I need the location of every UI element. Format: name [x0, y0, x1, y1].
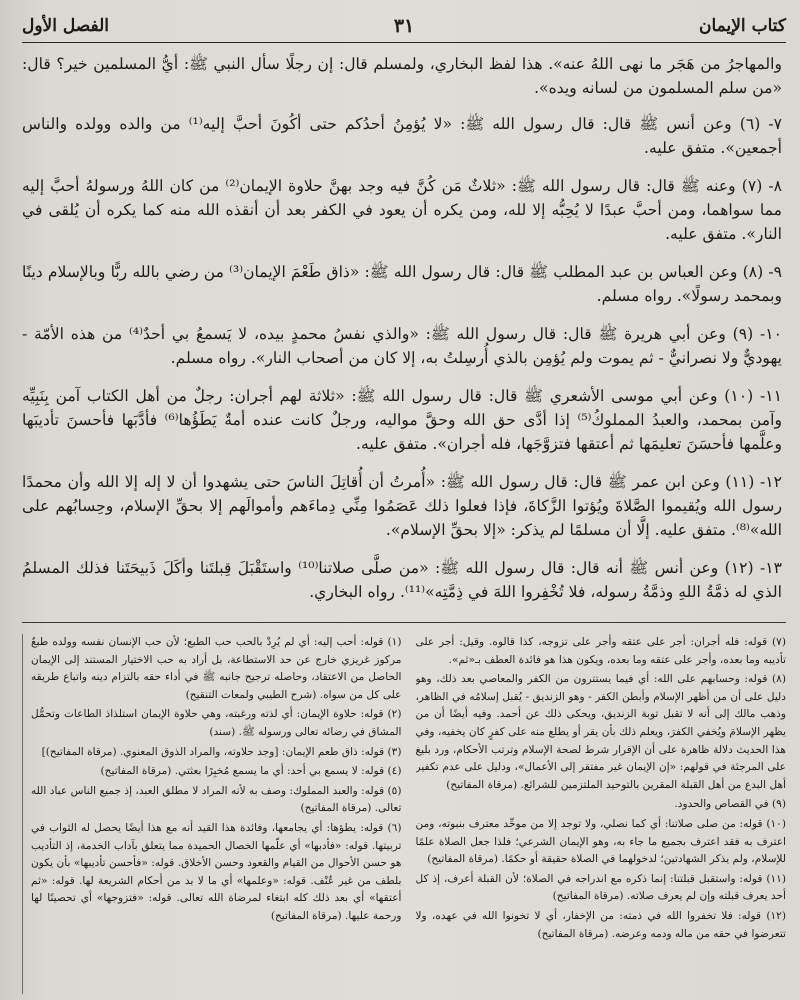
page-number: ٣١: [393, 15, 415, 37]
hadith-8: ٨- (٧) وعنه ﷺ قال: قال رسول الله ﷺ: «ثلاثٌ مَن كُنَّ فيه وجد بهنَّ حلاوة الإيمان⁽²⁾ من كان اللهُ ورسولهُ أحبَّ إليه مما سواهما، ومن أحبَّ عبدًا لا يُحِبُّه إلا لله، ومن يكره أن يعود في الكفر بعد أن أنقذه الله منه كما يكره أن يُلقى في النار». متفق عليه.: [22, 177, 782, 243]
footnotes-right-column: [22, 634, 402, 994]
hadith-continuation: والمهاجرُ من هَجَر ما نهى اللهُ عنه». هذا لفظ البخاري، ولمسلم قال: إن رجلًا سأل النبي ﷺ: أيُّ المسلمين خير؟ قال: «من سلم المسلمون من لسانه ويده».: [22, 55, 782, 97]
book-title: كتاب الإيمان: [699, 16, 786, 36]
footnotes: [22, 634, 786, 994]
main-text: [22, 52, 782, 618]
footnote-3: (٣) قوله: ذاق طعم الإيمان: [وجد حلاوته، والمراد الذوق المعنوي. (مرقاة المفاتيح)]: [41, 745, 402, 758]
footnote-2: (٢) قوله: حلاوة الإيمان: أي لذته ورغبته، وهي حلاوة الإيمان استلذاذ الطاعات وتحمُّل المشاق في رضائه تعالى ورسوله ﷺ. (سند): [31, 708, 402, 738]
footnote-7: (٧) قوله: فله أجران: أجر على عتقه وأجر على تزوجه، كذا قالوه. وقيل: أجر على تأديبه وما بعده، وأجر على عتقه وما بعده، ويكون هذا هو فائدة العطف بـ«ثم».: [415, 636, 786, 666]
chapter-title: الفصل الأول: [22, 16, 110, 36]
hadith-13: ١٣- (١٢) وعن أنس ﷺ أنه قال: قال رسول الله ﷺ: «من صلَّى صلاتنا⁽¹⁰⁾ واستَقْبَلَ قِبلتَنا وأكَلَ ذَبيحَتَنا فذلك المسلمُ الذي له ذمَّةُ اللهِ وذمَّةُ رسوله، فلا تُخْفِروا اللهَ في ذِمَّتِه»⁽¹¹⁾. رواه البخاري.: [22, 559, 782, 601]
footnote-8: (٨) قوله: وحسابهم على الله: أي فيما يستترون من الكفر والمعاصي بعد ذلك، وهو دليل على أن من أظهر الإسلام وأبطن الكفر - وهو الزنديق - يُقبل إسلامُه في الظاهر، وذهب مالك إلى أنه لا تقبل توبة الزنديق، ويحكى ذلك عن أحمد. وفيه أيضًا أن من يظهر الإسلامَ ويُخفي الكفرَ، ويعلم ذلك بأن يقر أو يطلع منه على كفرٍ كان يخفيه، وفي هذا الحديث دلالة ظاهرة على أن الإقرار شرط لصحة الإسلام وترتب الأحكام، ورد بليغ على المرجئة في قولهم: «إن الإيمان غير مفتقر إلى الأعمال»، ودليل على عدم تكفير أهل البدع من أهل القبلة المقرين بالتوحيد الملتزمين للشرائع. (مرقاة المفاتيح): [415, 673, 786, 791]
footnote-separator: [22, 622, 786, 623]
footnote-12: (١٢) قوله: فلا تخفروا الله في ذمته: من الإخفار، أي لا تخونوا الله في عهده، ولا تتعرضوا في حقه من ماله ودمه وعرضه. (مرقاة المفاتيح): [415, 909, 786, 940]
hadith-7: ٧- (٦) وعن أنس ﷺ قال: قال رسول الله ﷺ: «لا يُؤمِنُ أحدُكم حتى أكُونَ أحبَّ إليه⁽¹⁾ من والده وولده والناس أجمعين». متفق عليه.: [22, 115, 783, 157]
header-rule: [22, 42, 786, 43]
page-header: [22, 14, 786, 38]
hadith-12: ١٢- (١١) وعن ابن عمر ﷺ قال: قال رسول الله ﷺ: «أُمرتُ أن أُقاتِلَ الناسَ حتى يشهدوا أن لا إله إلا الله وأن محمدًا رسول الله ويُقيموا الصَّلاةَ ويُؤتوا الزَّكاةَ، فإذا فعلوا ذلك عَصَمُوا مِنِّي دِماءَهم وأموالَهم إلا بحقِّ الإسلام، وحِسابُهم على الله»⁽⁸⁾. متفق عليه. إلَّا أن مسلمًا لم يذكر: «إلا بحقِّ الإسلام».: [22, 473, 782, 539]
hadith-11: ١١- (١٠) وعن أبي موسى الأشعري ﷺ قال: قال رسول الله ﷺ: «ثلاثة لهم أجران: رجلٌ من أهل الكتاب آمن بِنَبِيِّه وآمن بمحمد، والعبدُ المملوكُ⁽⁵⁾ إذا أدَّى حق الله وحقَّ مواليه، ورجلٌ كانت عنده أمةٌ يَطَؤُها⁽⁶⁾ فأدَّبَها فأحسنَ تأديبَها وعلَّمها فأحسَنَ تعليمَها ثم أعتقها فتزوَّجَها، فله أجران». متفق عليه.: [22, 387, 782, 453]
hadith-10: ١٠- (٩) وعن أبي هريرة ﷺ قال: قال رسول الله ﷺ: «والذي نفسُ محمدٍ بيده، لا يَسمعُ بي أحدٌ⁽⁴⁾ من هذه الأمّة - يهوديٌّ ولا نصرانيٌّ - ثم يموت ولم يُؤمِن بالذي أُرسِلتُ به، إلا كان من أصحاب النار». رواه مسلم.: [22, 325, 782, 367]
footnote-9: (٩) في القصاص والحدود.: [674, 798, 786, 811]
footnote-1: (١) قوله: أحب إليه: أي لم يُرِدْ بالحب حب الطبع؛ لأن حب الإنسان نفسه وولده طبعٌ مركوز غريزي خارج عن حد الاستطاعة، بل أراد به حب الاختيار المستند إلى الإيمان الحاصل من الاعتقاد، وحاصله ترجيح جانبه ﷺ في أداء حقه بالتزام دينه واتباع طريقه على كل من سواه. (شرح الطيبي ولمعات التنقيح): [31, 636, 402, 701]
hadith-9: ٩- (٨) وعن العباس بن عبد المطلب ﷺ قال: قال رسول الله ﷺ: «ذاق طَعْمَ الإيمان⁽³⁾ من رضي بالله ربًّا وبالإسلام دينًا وبمحمد رسولًا». رواه مسلم.: [22, 263, 782, 305]
footnote-5: (٥) قوله: والعبد المملوك: وصف به لأنه المراد لا مطلق العبد، إذ جميع الناس عباد الله تعالى. (مرقاة المفاتيح): [31, 784, 402, 815]
footnote-4: (٤) قوله: لا يسمع بي أحد: أي ما يسمع مُخبِرًا بعثتي. (مرقاة المفاتيح): [100, 765, 402, 778]
footnote-11: (١١) قوله: واستقبل قبلتنا: إنما ذكره مع اندراجه في الصلاة؛ لأن القبلة أعرف، إذ كل أحد يعرف قبلته وإن لم يعرف صلاته. (مرقاة المفاتيح): [415, 872, 786, 903]
footnote-10: (١٠) قوله: من صلى صلاتنا: أي كما نصلي، ولا توجد إلا من موحِّد معترف بنبوته، ومن اعترف به فقد اعترف بجميع ما جاء به، وهو الإيمان الشرعي؛ فلذا جعل الصلاة علمًا للإسلام، ولم يذكر الشهادتين؛ لدخولهما في الصلاة حقيقة أو حكمًا. (مرقاة المفاتيح): [415, 817, 786, 866]
footnote-6: (٦) قوله: يطؤها: أي يجامعها، وفائدة هذا القيد أنه مع هذا أيضًا يحصل له الثواب في تربيتها. قوله: «فأدبها» أي علّمها الخصال الحميدة مما يتعلق بآداب الخدمة، إذ التأديب هو حسن الأحوال من القيام والقعود وحسن الأخلاق. قوله: «فأحسن تأديبها» بأن يكون بلطف من غير عُنْف. قوله: «وعلمها» أي ما لا بد من أحكام الشريعة لها. قوله: «ثم أعتقها» أي بعد ذلك كله ابتغاء لمرضاة الله تعالى. قوله: «فتزوجها» أي تحصينًا لها ورحمة عليها. (مرقاة المفاتيح): [31, 821, 402, 922]
footnotes-left-column: [416, 634, 787, 994]
